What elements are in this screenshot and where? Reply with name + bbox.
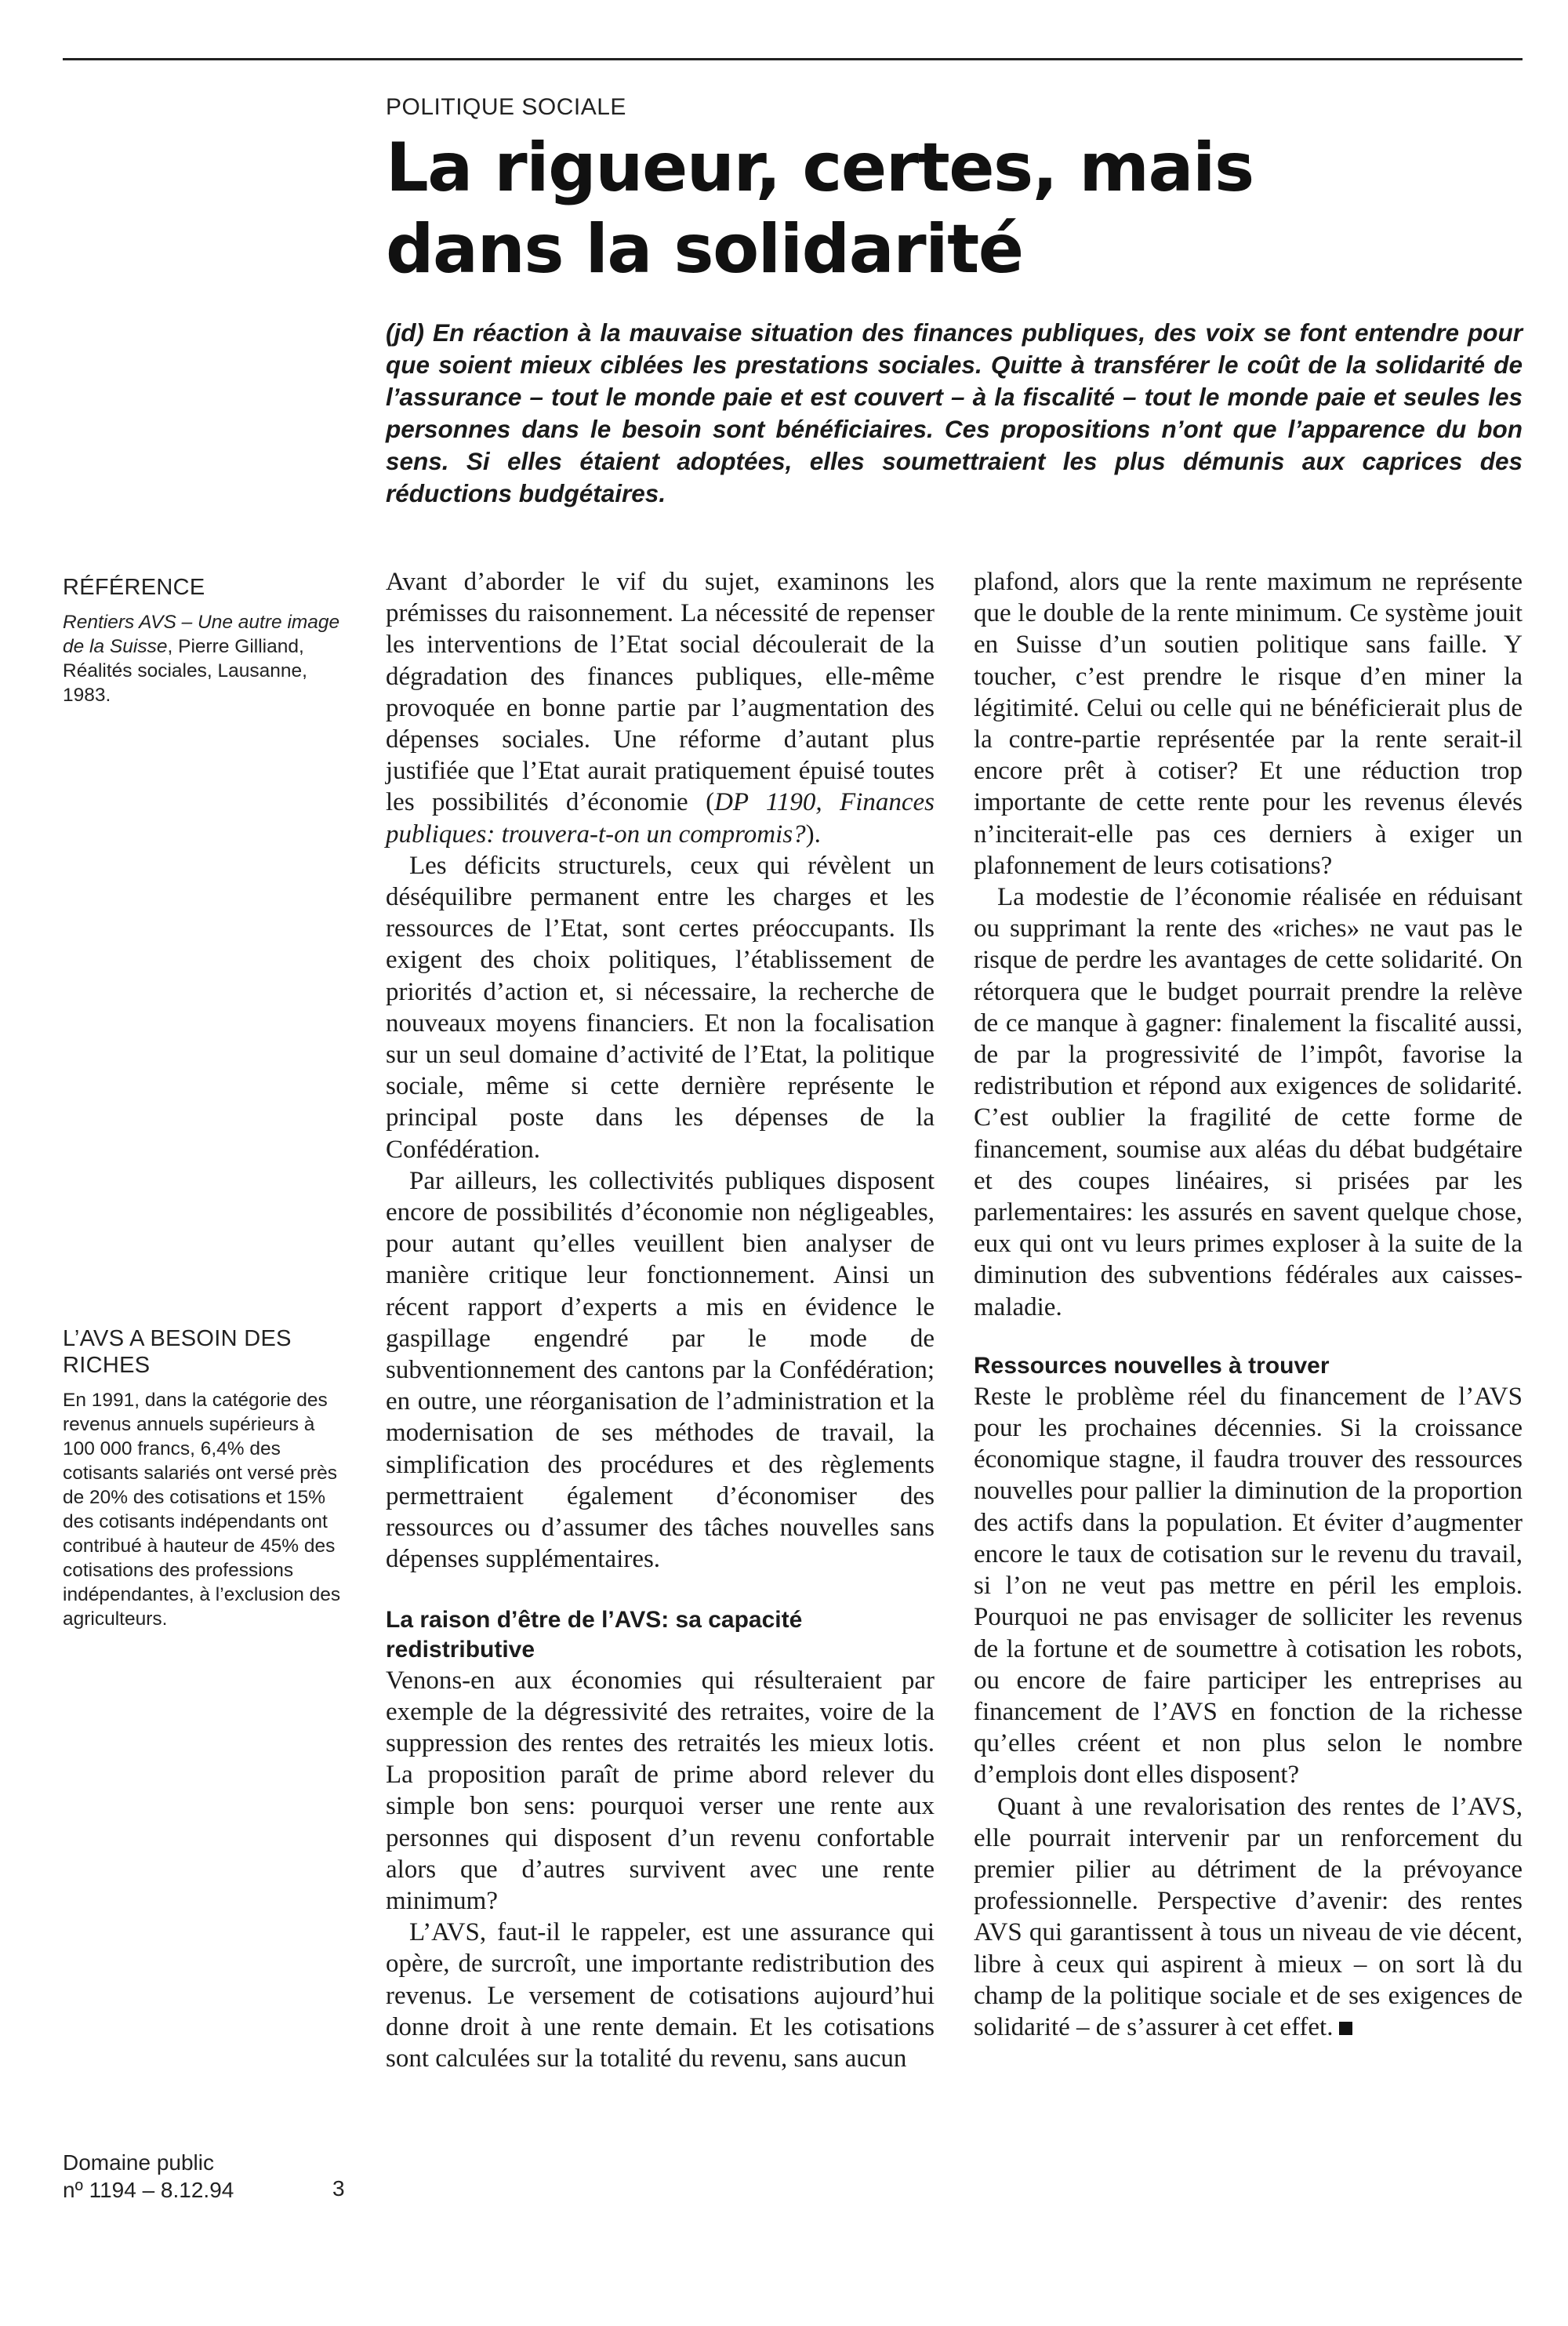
paragraph: Les déficits structurels, ceux qui révèlent un déséquilibre permanent entre les charges et les ressources de l’Etat, sont certes préoccupants. Ils exigent des choix politiques, l’établissement de priorités d’action et, si nécessaire, la recherche de nouveaux moyens financiers. Et non la focalisation sur un seul domaine d’activité de l’Etat, la politique sociale, même si cette dernière représente le principal poste dans les dépenses de la Confédération. [386,851,935,1164]
subheading: Ressources nouvelles à trouver [974,1352,1330,1379]
article-lede: (jd) En réaction à la mauvaise situation des finances publiques, des voix se font entendre pour que soient mieux ciblées les prestations sociales. Quitte à transférer le coût de la solidarité de l’assurance – tout le monde paie et est couvert – à la fiscalité – tout le monde paie et seules les personnes dans le besoin sont bénéficiaires. Ces propositions n’ont que l’apparence du bon sens. Si elles étaient adoptées, elles soumettraient les plus démunis aux caprices des réductions budgétaires. [386,318,1523,507]
top-rule [63,58,1523,60]
paragraph: Venons-en aux économies qui résulteraient par exemple de la dégressivité des retraites, voire de la suppression des rentes des retraités les mieux lotis. La proposition paraît de prime abord relever du simple bon sens: pourquoi verser une rente aux personnes qui disposent d’un revenu confortable alors que d’autres survivent avec une rente minimum? [386,1666,935,1915]
paragraph: Quant à une revalorisation des rentes de l’AVS, elle pourrait intervenir par un renforcement du premier pilier au détriment de la prévoyance professionnelle. Perspective d’avenir: des rentes AVS qui garantissent à tous un niveau de vie décent, libre à ceux qui aspirent à mieux – on sort là du champ de la politique sociale et de ses exigences de solidarité – de s’assurer à cet effet. [974,1792,1523,2041]
paragraph: Reste le problème réel du financement de l’AVS pour les prochaines décennies. Si la croissance économique stagne, il faudra trouver des ressources nouvelles pour pallier la diminution de la proportion des actifs dans la population. Et éviter d’augmenter encore le taux de cotisation sur le revenu du travail, si l’on ne veut pas mettre en péril les emplois. Pourquoi ne pas envisager de solliciter les revenus de la fortune et de soumettre à cotisation les robots, ou encore de faire participer les entreprises au financement de l’AVS en fonction de la richesse qu’elles créent et non plus selon le nombre d’emplois dont elles disposent? [974,1382,1523,1790]
section-kicker: POLITIQUE SOCIALE [386,94,626,120]
reference-heading: RÉFÉRENCE [63,575,205,600]
end-of-article-mark [1339,2022,1352,2035]
article-column-1 [386,566,935,2074]
publication-name: Domaine public [63,2150,214,2175]
paragraph: Avant d’aborder le vif du sujet, examinons les prémisses du raisonnement. La nécessité de repenser les interventions de l’Etat social découlerait de la dégradation des finances publiques, elle-même provoquée en bonne partie par l’augmentation des dépenses sociales. Une réforme d’autant plus justifiée que l’Etat aurait pratiquement épuisé toutes les possibilités d’économie (DP 1190, Finances publiques: trouvera-t-on un compromis?). [386,568,935,849]
box-text: En 1991, dans la catégorie des revenus annuels supérieurs à 100 000 francs, 6,4% des cotisants salariés ont versé près de 20% des cotisations et 15% des cotisants indépendants ont contribué à hauteur de 45% des cotisations des professions indépendantes, à l’exclusion des agriculteurs. [63,1390,341,1630]
box-heading: L’AVS A BESOIN DES RICHES [63,1326,292,1378]
page-number: 3 [332,2176,345,2201]
sidebar-box [63,1325,341,1631]
paragraph: Par ailleurs, les collectivités publiques disposent encore de possibilités d’économie non négligeables, pour autant qu’elles veuillent bien analyser de manière critique leur fonctionnement. Ainsi un récent rapport d’experts a mis en évidence le gaspillage engendré par le mode de subventionnement des cantons par la Confédération; en outre, une réorganisation de l’administration et la modernisation de ses méthodes de travail, la simplification des procédures et des règlements permettraient également d’économiser des ressources ou d’assumer des tâches nouvelles sans dépenses supplémentaires. [386,1166,935,1574]
paragraph: La modestie de l’économie réalisée en réduisant ou supprimant la rente des «riches» ne vaut pas le risque de perdre les avantages de cette solidarité. On rétorquera que le budget pourrait prendre la relève de ce manque à gagner: finalement la fiscalité aussi, de par la progressivité de l’impôt, favorise la redistribution et répond aux exigences de solidarité. C’est oublier la fragilité de cette forme de financement, soumise aux aléas du débat budgétaire et des coupes linéaires, si prisées par les parlementaires: les assurés en savent quelque chose, eux qui ont vu leurs primes exploser à la suite de la diminution des subventions fédérales aux caisses-maladie. [974,883,1523,1321]
title-line-1: La rigueur, certes, mais [386,129,1254,207]
subheading: La raison d’être de l’AVS: sa capacité redistributive [386,1606,803,1663]
paragraph: L’AVS, faut-il le rappeler, est une assurance qui opère, de surcroît, une importante redistribution des revenus. Le versement de cotisations aujourd’hui donne droit à une rente demain. Et les cotisations sont calculées sur la totalité du revenu, sans aucun [386,1918,935,2073]
title-line-2: dans la solidarité [386,210,1023,289]
reference-citation: , Pierre Gilliand, Réalités sociales, Lausanne, 1983. [63,636,307,706]
paragraph: plafond, alors que la rente maximum ne représente que le double de la rente minimum. Ce système jouit en Suisse d’un soutien politique sans faille. Y toucher, c’est prendre le risque d’en miner la légitimité. Celui ou celle qui ne bénéficierait plus de la contre-partie représentée par la rente serait-il encore prêt à cotiser? Et une réduction trop importante de cette rente pour les revenus élevés n’inciterait-elle pas ces derniers à exiger un plafonnement de leurs cotisations? [974,568,1523,880]
footer-publication [63,2149,345,2204]
article-title [386,127,1483,290]
article-column-2 [974,566,1523,2043]
sidebar-reference [63,574,341,707]
reference-text [63,610,341,707]
reference-title: Rentiers AVS – Une autre image de la Suisse [63,612,340,657]
cross-reference: DP 1190, Finances publiques: trouvera-t-on un compromis? [386,788,935,849]
issue-date: nº 1194 – 8.12.94 [63,2178,234,2202]
